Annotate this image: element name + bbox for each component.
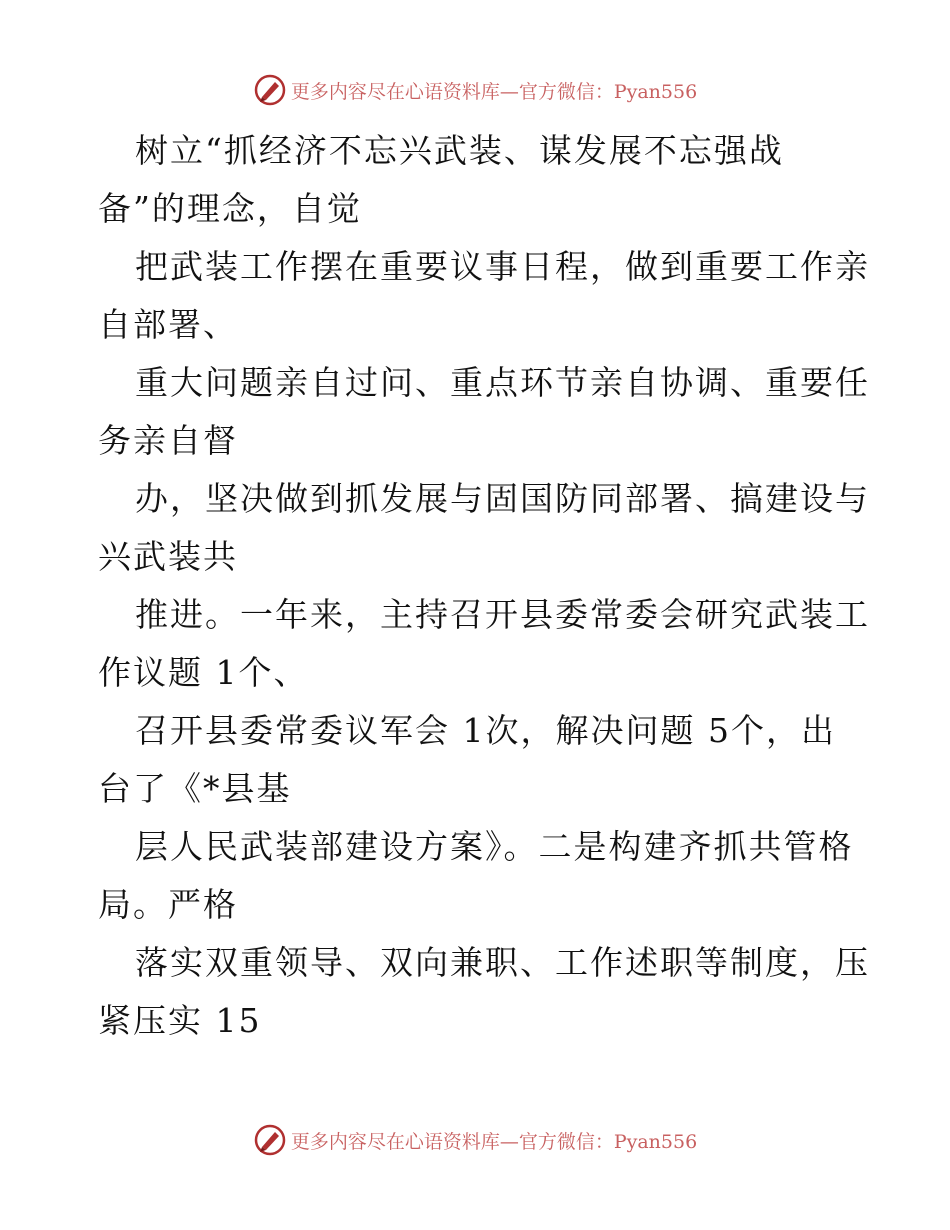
text-line: 推进。一年来，主持召开县委常委会研究武装工: [135, 595, 870, 634]
text-line: 备”的理念，自觉: [98, 189, 362, 228]
text-line: 台了《*县基: [98, 769, 292, 808]
pen-logo-icon: [253, 1123, 287, 1157]
text-line: 紧压实 15: [98, 1001, 262, 1040]
text-line: 务亲自督: [98, 421, 238, 460]
text-line: 局。严格: [98, 885, 238, 924]
text-line: 重大问题亲自过问、重点环节亲自协调、重要任: [135, 363, 870, 402]
text-line: 办，坚决做到抓发展与固国防同部署、搞建设与: [135, 479, 870, 518]
header-banner-text: 更多内容尽在心语资料库—官方微信：Pyan556: [290, 80, 698, 103]
text-line: 落实双重领导、双向兼职、工作述职等制度，压: [135, 943, 870, 982]
text-line: 层人民武装部建设方案》。二是构建齐抓共管格: [135, 827, 854, 866]
text-line: 树立“抓经济不忘兴武装、谋发展不忘强战: [135, 131, 784, 170]
text-line: 把武装工作摆在重要议事日程，做到重要工作亲: [135, 247, 870, 286]
text-line: 自部署、: [98, 305, 238, 344]
document-body: [98, 122, 870, 1050]
pen-logo-icon: [253, 73, 287, 107]
text-line: 作议题 1个、: [98, 653, 309, 692]
text-line: 召开县委常委议军会 1次，解决问题 5个，出: [135, 711, 836, 750]
header-banner: [0, 72, 950, 108]
footer-banner-text: 更多内容尽在心语资料库—官方微信：Pyan556: [290, 1130, 698, 1153]
footer-banner: [0, 1122, 950, 1158]
text-line: 兴武装共: [98, 537, 238, 576]
